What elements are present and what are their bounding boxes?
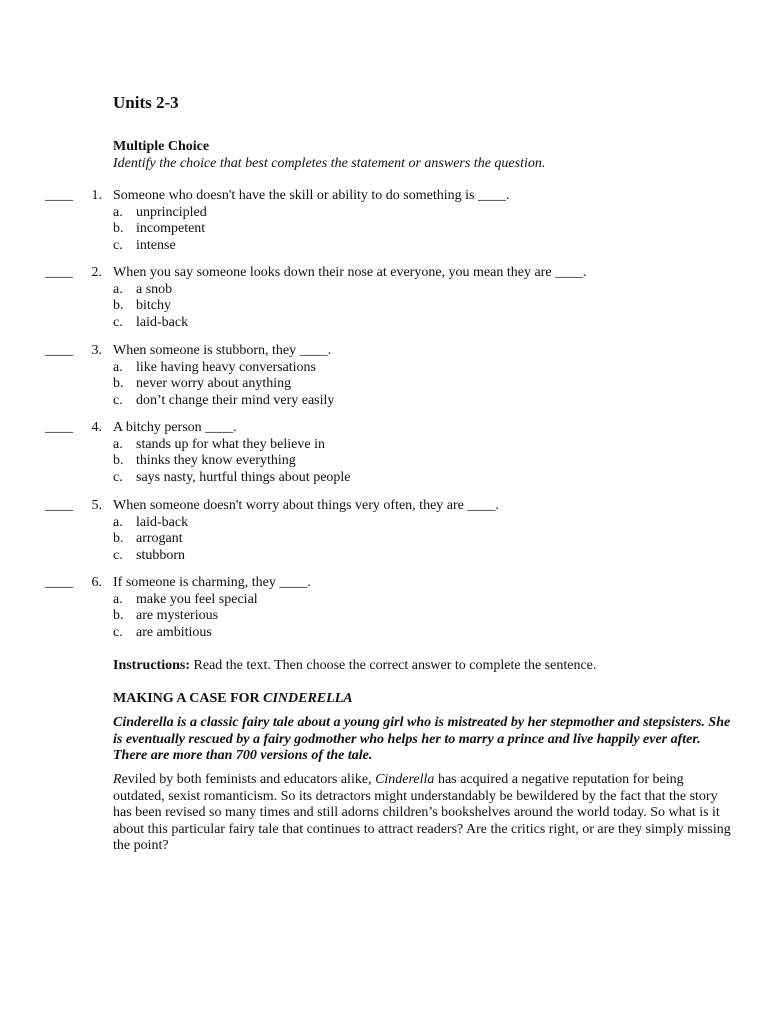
- option-a[interactable]: [113, 515, 188, 532]
- option-letter: a.: [113, 281, 123, 297]
- question-number: 4.: [91, 420, 102, 435]
- option-text: unprincipled: [136, 204, 207, 220]
- page-title: Units 2-3: [113, 93, 179, 112]
- option-text: make you feel special: [136, 591, 258, 607]
- article-summary: Cinderella is a classic fairy tale about a young girl who is mistreated by her stepmother and stepsisters. She is eventually rescued by a fairy godmother who helps her to marry a prince and live happily ever after. There are more than 700 versions of the tale.: [113, 715, 731, 763]
- question-number: 6.: [91, 575, 102, 590]
- option-list: [113, 360, 334, 410]
- option-text: thinks they know everything: [136, 453, 296, 468]
- option-text: laid-back: [136, 514, 189, 530]
- option-text: don’t change their mind very easily: [136, 392, 335, 408]
- option-list: [113, 282, 188, 332]
- option-a[interactable]: [113, 437, 351, 454]
- article-body-part1: eviled by both feminists and educators alike,: [121, 772, 376, 787]
- option-text: says nasty, hurtful things about people: [136, 469, 351, 485]
- section-heading: Multiple Choice: [113, 139, 210, 154]
- option-list: [113, 437, 351, 487]
- answer-blank[interactable]: ____: [45, 343, 73, 358]
- option-letter: b.: [113, 221, 124, 236]
- option-c[interactable]: [113, 548, 188, 565]
- option-c[interactable]: [113, 470, 351, 487]
- option-c[interactable]: [113, 238, 207, 255]
- option-letter: a.: [113, 436, 123, 452]
- question-stem: When someone is stubborn, they ____.: [113, 343, 332, 358]
- option-text: bitchy: [136, 298, 171, 313]
- option-letter: c.: [113, 624, 123, 640]
- option-a[interactable]: [113, 282, 188, 299]
- option-letter: b.: [113, 608, 124, 623]
- question-stem: Someone who doesn't have the skill or ability to do something is ____.: [113, 188, 510, 203]
- article-title: [113, 691, 353, 708]
- option-letter: b.: [113, 298, 124, 313]
- instructions-text: Read the text. Then choose the correct answer to complete the sentence.: [190, 658, 597, 673]
- instructions-label: Instructions:: [113, 658, 191, 673]
- option-text: never worry about anything: [136, 376, 292, 391]
- option-letter: b.: [113, 531, 124, 546]
- option-letter: a.: [113, 514, 123, 530]
- option-b[interactable]: [113, 221, 207, 238]
- article-body: [113, 772, 733, 855]
- question-stem: When you say someone looks down their nose at everyone, you mean they are ____.: [113, 265, 587, 280]
- article-title-italic: CINDERELLA: [263, 691, 353, 706]
- option-text: are mysterious: [136, 608, 219, 623]
- answer-blank[interactable]: ____: [45, 188, 73, 203]
- article-title-prefix: MAKING A CASE FOR: [113, 691, 264, 706]
- option-text: stubborn: [136, 547, 185, 563]
- question-stem: If someone is charming, they ____.: [113, 575, 311, 590]
- option-letter: a.: [113, 591, 123, 607]
- option-letter: b.: [113, 376, 124, 391]
- option-text: arrogant: [136, 531, 183, 546]
- option-letter: a.: [113, 204, 123, 220]
- article-body-part2: has acquired a negative reputation for being outdated, sexist romanticism. So its detractors might understandably be bewildered by the fact that the story has been revised so many times and still adorns children’s bookshelves around the world today. So what is it about this particular fairy tale that continues to attract readers? Are the critics right, or are they simply missing the point?: [113, 772, 731, 853]
- option-text: a snob: [136, 281, 173, 297]
- option-list: [113, 515, 188, 565]
- option-b[interactable]: [113, 531, 188, 548]
- option-list: [113, 592, 258, 642]
- option-letter: a.: [113, 359, 123, 375]
- option-letter: c.: [113, 469, 123, 485]
- section-instructions: Identify the choice that best completes the statement or answers the question.: [113, 156, 546, 171]
- option-a[interactable]: [113, 360, 334, 377]
- option-text: like having heavy conversations: [136, 359, 317, 375]
- option-a[interactable]: [113, 592, 258, 609]
- option-b[interactable]: [113, 453, 351, 470]
- question-number: 5.: [91, 498, 102, 513]
- article-body-italic: Cinderella: [375, 772, 435, 787]
- option-c[interactable]: [113, 315, 188, 332]
- option-letter: b.: [113, 453, 124, 468]
- answer-blank[interactable]: ____: [45, 498, 73, 513]
- question-number: 1.: [91, 188, 102, 203]
- question-stem: A bitchy person ____.: [113, 420, 237, 435]
- option-b[interactable]: [113, 298, 188, 315]
- option-a[interactable]: [113, 205, 207, 222]
- article-dropcap: R: [113, 772, 122, 787]
- question-stem: When someone doesn't worry about things very often, they are ____.: [113, 498, 499, 513]
- option-c[interactable]: [113, 393, 334, 410]
- option-text: laid-back: [136, 314, 189, 330]
- option-letter: c.: [113, 314, 123, 330]
- option-letter: c.: [113, 237, 123, 253]
- option-letter: c.: [113, 547, 123, 563]
- option-letter: c.: [113, 392, 123, 408]
- question-number: 2.: [91, 265, 102, 280]
- reading-instructions: [113, 658, 596, 675]
- option-text: incompetent: [136, 221, 206, 236]
- answer-blank[interactable]: ____: [45, 265, 73, 280]
- option-text: are ambitious: [136, 624, 212, 640]
- option-text: intense: [136, 237, 176, 253]
- option-text: stands up for what they believe in: [136, 436, 325, 452]
- option-b[interactable]: [113, 608, 258, 625]
- option-c[interactable]: [113, 625, 258, 642]
- answer-blank[interactable]: ____: [45, 575, 73, 590]
- question-number: 3.: [91, 343, 102, 358]
- option-list: [113, 205, 207, 255]
- option-b[interactable]: [113, 376, 334, 393]
- answer-blank[interactable]: ____: [45, 420, 73, 435]
